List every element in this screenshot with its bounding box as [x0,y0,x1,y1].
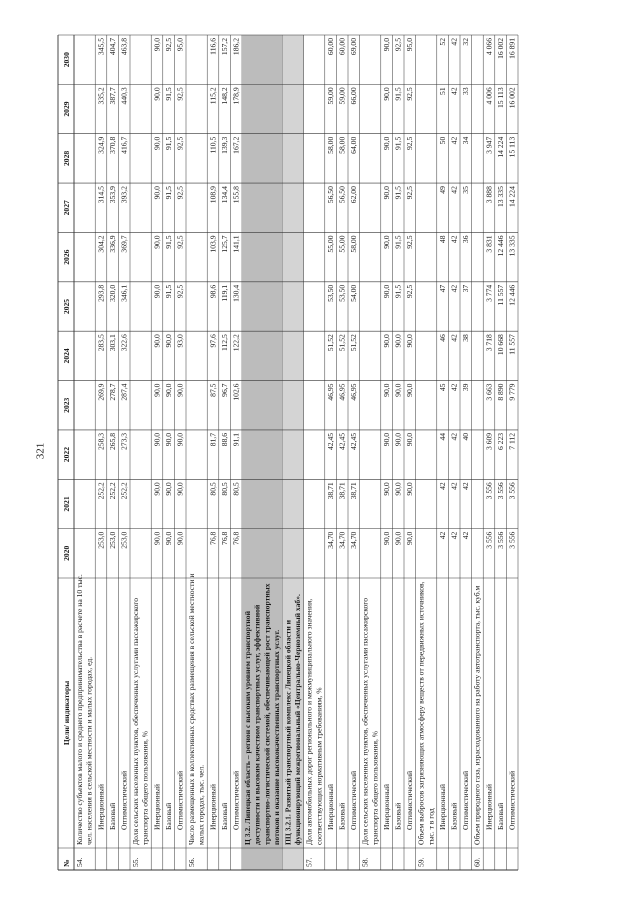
scenario-label: Инерционный [437,784,447,830]
value-cell: 76,8 [208,531,218,545]
value-cell: 103,9 [208,235,218,253]
value-cell: 157,2 [219,38,229,56]
value-cell: 46,95 [349,383,359,401]
value-cell: 62,00 [349,186,359,204]
value-cell: 9 779 [507,383,517,401]
scenario-label: Оптимистический [461,770,471,830]
value-cell: 186,2 [231,38,241,56]
row-number: 55. [131,857,141,867]
value-cell: 58,00 [349,235,359,253]
scenario-label: Базовый [163,802,173,830]
value-cell: 90,0 [163,334,173,348]
value-cell: 92,5 [405,284,415,299]
value-cell: 92,5 [393,38,403,52]
value-cell: 69,00 [349,38,359,56]
value-cell: 49 [437,186,447,194]
value-cell: 91,5 [163,284,173,299]
value-cell: 3 556 [495,482,505,500]
value-cell: 97,6 [208,334,218,348]
value-cell: 15 113 [495,87,505,108]
value-cell: 87,5 [208,383,218,397]
value-cell: 51,52 [337,334,347,352]
value-cell: 90,0 [152,186,162,200]
value-cell: 102,6 [231,383,241,401]
scenario-label: Базовый [219,802,229,830]
value-cell: 324,9 [96,136,106,154]
value-cell: 42 [449,334,459,342]
value-cell: 90,0 [381,186,391,200]
value-cell: 283,5 [96,334,106,352]
scenario-label: Оптимистический [507,770,517,830]
row-number: 56. [187,857,197,867]
scenario-label: Оптимистический [119,770,129,830]
value-cell: 90,0 [152,284,162,299]
value-cell: 58,00 [325,136,335,154]
value-cell: 34,70 [325,531,335,549]
value-cell: 293,8 [96,284,106,302]
value-cell: 44 [437,432,447,441]
value-cell: 42 [449,531,459,540]
value-cell: 3 609 [484,432,494,451]
value-cell: 96,7 [219,383,229,397]
value-cell: 90,0 [405,432,415,447]
value-cell: 3 947 [484,136,494,154]
value-cell: 3 718 [484,334,494,352]
indicator-title: Доля сельских населенных пунктов, обеспеченных услугами пассажирского [131,597,141,845]
value-cell: 3 663 [484,383,494,401]
value-cell: 265,8 [107,432,117,451]
value-cell: 404,7 [107,38,117,56]
value-cell: 119,1 [219,284,229,302]
value-cell: 90,0 [393,531,403,545]
header-year: 2022 [62,446,71,463]
value-cell: 60,00 [325,38,335,56]
indicator-title: тыс. т в год [426,808,436,845]
value-cell: 92,5 [405,186,415,200]
value-cell: 370,8 [107,136,117,154]
value-cell: 42 [449,235,459,244]
value-cell: 3 888 [484,186,494,204]
value-cell: 252,2 [96,482,106,500]
section-title: Ц 3.2. Липецкая область – регион с высоким уровнем транспортной [243,611,253,845]
value-cell: 37 [461,284,471,293]
indicator-title: транспорта общего пользования, % [370,730,380,845]
value-cell: 52 [437,38,447,46]
value-cell: 11 557 [507,334,517,355]
value-cell: 92,5 [163,38,173,52]
value-cell: 91,5 [393,136,403,151]
section-title: доступности и высоким качеством транспортных услуг, эффективной [252,604,262,845]
value-cell: 90,0 [152,383,162,397]
value-cell: 90,0 [381,531,391,545]
scenario-label: Базовый [393,802,403,830]
value-cell: 90,0 [405,334,415,348]
scenario-label: Инерционный [325,784,335,830]
indicator-title: Количество субъектов малого и среднего предпринимательства в расчете на 10 тыс. [75,574,85,845]
value-cell: 91,5 [393,235,403,249]
value-cell: 90,0 [381,87,391,101]
value-cell: 90,0 [152,38,162,52]
value-cell: 34,70 [337,531,347,549]
value-cell: 304,2 [96,235,106,253]
section-title: потоков и оказание высококачественных транспортных услуг. [271,629,281,845]
value-cell: 34,70 [349,531,359,549]
value-cell: 14 224 [495,136,505,158]
value-cell: 116,6 [208,38,218,55]
value-cell: 35 [461,186,471,194]
value-cell: 11 557 [495,284,505,306]
value-cell: 38,71 [349,482,359,500]
value-cell: 80,5 [208,482,218,496]
value-cell: 90,0 [393,383,403,397]
value-cell: 303,1 [107,334,117,352]
value-cell: 15 113 [507,136,517,158]
value-cell: 51 [437,87,447,95]
value-cell: 42 [449,432,459,441]
value-cell: 322,6 [119,334,129,352]
value-cell: 90,0 [152,432,162,447]
value-cell: 3 556 [484,531,494,549]
value-cell: 92,5 [175,284,185,299]
value-cell: 6 223 [495,432,505,451]
value-cell: 4 066 [484,38,494,56]
value-cell: 42 [461,482,471,490]
value-cell: 3 774 [484,284,494,302]
value-cell: 7 112 [507,432,517,450]
value-cell: 110,5 [208,136,218,154]
header-name: Цели/ индикаторы [62,680,71,746]
value-cell: 90,0 [393,482,403,496]
value-cell: 90,0 [381,38,391,52]
value-cell: 90,0 [152,235,162,249]
value-cell: 42 [449,383,459,392]
value-cell: 95,0 [405,38,415,52]
value-cell: 91,5 [163,136,173,151]
indicator-title: Доля автомобильных дорог регионального и межмуниципального значения, [304,598,314,845]
value-cell: 54,00 [349,284,359,302]
value-cell: 14 224 [507,186,517,207]
value-cell: 16 002 [495,38,505,59]
value-cell: 91,5 [393,186,403,200]
indicator-title: Число размещенных в коллективных средствах размещения в сельской местности и [187,573,197,845]
header-year: 2023 [62,397,71,413]
value-cell: 336,9 [107,235,117,253]
value-cell: 253,0 [96,531,106,549]
row-number: 58. [360,857,370,867]
value-cell: 42,45 [337,432,347,451]
value-cell: 130,4 [231,284,241,302]
value-cell: 3 556 [507,531,517,549]
value-cell: 90,0 [175,482,185,496]
value-cell: 38,71 [337,482,347,500]
value-cell: 90,0 [163,383,173,397]
value-cell: 90,0 [381,383,391,397]
value-cell: 92,5 [175,186,185,200]
value-cell: 51,52 [349,334,359,352]
value-cell: 51,52 [325,334,335,352]
value-cell: 134,4 [219,186,229,204]
value-cell: 42 [449,38,459,46]
value-cell: 320,0 [107,284,117,302]
value-cell: 42,45 [349,432,359,451]
value-cell: 16 891 [507,38,517,59]
row-number: 54. [75,857,85,867]
value-cell: 53,50 [337,284,347,302]
value-cell: 369,7 [119,235,129,253]
value-cell: 90,0 [163,531,173,545]
value-cell: 36 [461,235,471,244]
value-cell: 258,3 [96,432,106,451]
value-cell: 8 890 [495,383,505,401]
value-cell: 32 [461,38,471,46]
value-cell: 80,5 [231,482,241,496]
value-cell: 33 [461,87,471,95]
value-cell: 278,7 [107,383,117,401]
value-cell: 112,5 [219,334,229,351]
header-year: 2030 [62,52,71,68]
value-cell: 108,9 [208,186,218,204]
value-cell: 42 [449,284,459,293]
value-cell: 90,0 [393,432,403,447]
indicator-title: Доля сельских населенных пунктов, обеспеченных услугами пассажирского [360,597,370,845]
value-cell: 93,0 [175,334,185,348]
scenario-label: Базовый [337,802,347,830]
value-cell: 273,3 [119,432,129,451]
value-cell: 50 [437,136,447,145]
value-cell: 42 [449,186,459,194]
scenario-label: Базовый [107,802,117,830]
scenario-label: Базовый [495,802,505,830]
value-cell: 47 [437,284,447,293]
value-cell: 42 [437,531,447,540]
scenario-label: Оптимистический [405,770,415,830]
header-year: 2020 [62,545,71,561]
value-cell: 90,0 [163,432,173,447]
value-cell: 91,5 [393,284,403,299]
value-cell: 269,9 [96,383,106,401]
value-cell: 141,1 [231,235,241,253]
page-number: 321 [34,442,47,460]
value-cell: 90,0 [152,531,162,545]
value-cell: 59,00 [325,87,335,105]
value-cell: 59,00 [337,87,347,105]
value-cell: 125,7 [219,235,229,253]
value-cell: 58,00 [337,136,347,154]
value-cell: 416,7 [119,136,129,154]
value-cell: 46 [437,334,447,342]
value-cell: 56,50 [325,186,335,204]
value-cell: 88,6 [219,432,229,447]
value-cell: 3 556 [484,482,494,500]
value-cell: 115,2 [208,87,218,105]
value-cell: 81,7 [208,432,218,447]
value-cell: 90,0 [393,334,403,348]
value-cell: 76,8 [231,531,241,545]
header-year: 2028 [62,150,71,167]
value-cell: 91,5 [163,87,173,101]
value-cell: 387,7 [107,87,117,105]
value-cell: 91,5 [393,87,403,101]
scenario-label: Инерционный [152,784,162,830]
value-cell: 90,0 [405,383,415,397]
value-cell: 46,95 [337,383,347,401]
header-year: 2027 [62,200,71,216]
value-cell: 46,95 [325,383,335,401]
indicator-title: Объем природного газа, израсходованного на работу автотранспорта, тыс. куб.м [472,585,482,845]
value-cell: 39 [461,383,471,392]
value-cell: 90,0 [381,482,391,496]
value-cell: 91,1 [231,432,241,447]
value-cell: 16 002 [507,87,517,109]
value-cell: 12 446 [507,284,517,306]
value-cell: 95,0 [175,38,185,52]
scenario-label: Оптимистический [231,770,241,830]
value-cell: 463,8 [119,38,129,56]
row-number: 59. [416,857,426,867]
value-cell: 90,0 [175,383,185,397]
value-cell: 38,71 [325,482,335,500]
value-cell: 139,3 [219,136,229,154]
indicator-title: Объем выбросов загрязняющих атмосферу веществ от передвижных источников, [416,581,426,845]
value-cell: 167,2 [231,136,241,154]
value-cell: 90,0 [381,235,391,249]
value-cell: 91,5 [163,235,173,249]
value-cell: 314,5 [96,186,106,204]
section-title: транспортно-логистической системой, обеспечивающей рост транспортных [262,583,272,845]
scenario-label: Базовый [449,802,459,830]
value-cell: 3 831 [484,235,494,253]
scenario-label: Инерционный [96,784,106,830]
value-cell: 440,3 [119,87,129,105]
value-cell: 45 [437,383,447,392]
value-cell: 253,0 [119,531,129,549]
header-year: 2024 [62,348,71,364]
value-cell: 76,8 [219,531,229,545]
value-cell: 80,5 [219,482,229,496]
header-num: № [62,859,71,867]
indicator-title: транспорта общего пользования, % [140,730,150,845]
indicator-title: чел. населения в сельской местности и малых городах, ед. [84,656,94,845]
scenario-label: Инерционный [381,784,391,830]
value-cell: 90,0 [381,334,391,348]
value-cell: 92,5 [175,87,185,101]
value-cell: 252,2 [119,482,129,500]
value-cell: 66,00 [349,87,359,105]
value-cell: 91,5 [163,186,173,200]
value-cell: 3 556 [495,531,505,549]
value-cell: 42 [461,531,471,540]
value-cell: 335,2 [96,87,106,105]
value-cell: 48 [437,235,447,244]
value-cell: 155,8 [231,186,241,204]
row-number: 60. [472,857,482,867]
value-cell: 90,0 [175,531,185,545]
value-cell: 346,1 [119,284,129,302]
value-cell: 38 [461,334,471,342]
row-number: 57. [304,857,314,867]
value-cell: 55,00 [337,235,347,253]
indicator-title: соответствующих нормативным требованиям, % [314,687,324,845]
value-cell: 53,50 [325,284,335,302]
subsection-title: функционирующий межрегиональный «Центрально-Черноземный хаб». [293,594,303,845]
value-cell: 90,0 [405,482,415,496]
value-cell: 90,0 [381,432,391,447]
value-cell: 60,00 [337,38,347,56]
value-cell: 353,9 [107,186,117,204]
value-cell: 42 [449,87,459,95]
value-cell: 90,0 [405,531,415,545]
scenario-label: Оптимистический [175,770,185,830]
indicator-title: малых городах, тыс. чел. [196,764,206,845]
value-cell: 90,0 [152,482,162,496]
value-cell: 13 335 [507,235,517,257]
value-cell: 92,5 [405,136,415,151]
value-cell: 178,9 [231,87,241,105]
value-cell: 252,2 [107,482,117,500]
value-cell: 148,2 [219,87,229,105]
value-cell: 56,50 [337,186,347,204]
value-cell: 13 335 [495,186,505,207]
subsection-title: ПЦ 3.2.1. Развитый транспортный комплекс Липецкой области и [283,619,293,845]
value-cell: 42 [437,482,447,490]
value-cell: 393,2 [119,186,129,204]
header-year: 2021 [62,496,71,512]
value-cell: 98,6 [208,284,218,299]
value-cell: 90,0 [381,136,391,151]
value-cell: 42 [449,136,459,145]
value-cell: 90,0 [175,432,185,447]
value-cell: 92,5 [405,87,415,101]
header-year: 2026 [62,249,71,265]
value-cell: 90,0 [163,482,173,496]
value-cell: 90,0 [381,284,391,299]
value-cell: 90,0 [152,334,162,348]
value-cell: 122,2 [231,334,241,352]
value-cell: 92,5 [175,136,185,151]
value-cell: 64,00 [349,136,359,154]
value-cell: 4 006 [484,87,494,105]
scenario-label: Оптимистический [349,770,359,830]
scenario-label: Инерционный [208,784,218,830]
value-cell: 253,0 [107,531,117,549]
value-cell: 42 [449,482,459,490]
value-cell: 55,00 [325,235,335,253]
value-cell: 40 [461,432,471,441]
value-cell: 3 556 [507,482,517,500]
header-year: 2025 [62,298,71,315]
value-cell: 34 [461,136,471,145]
value-cell: 92,5 [405,235,415,249]
value-cell: 90,0 [152,136,162,151]
value-cell: 90,0 [152,87,162,101]
header-year: 2029 [62,101,71,117]
scenario-label: Инерционный [484,784,494,830]
value-cell: 12 446 [495,235,505,257]
value-cell: 287,4 [119,383,129,401]
value-cell: 10 668 [495,334,505,356]
value-cell: 345,5 [96,38,106,56]
value-cell: 42,45 [325,432,335,451]
value-cell: 92,5 [175,235,185,249]
